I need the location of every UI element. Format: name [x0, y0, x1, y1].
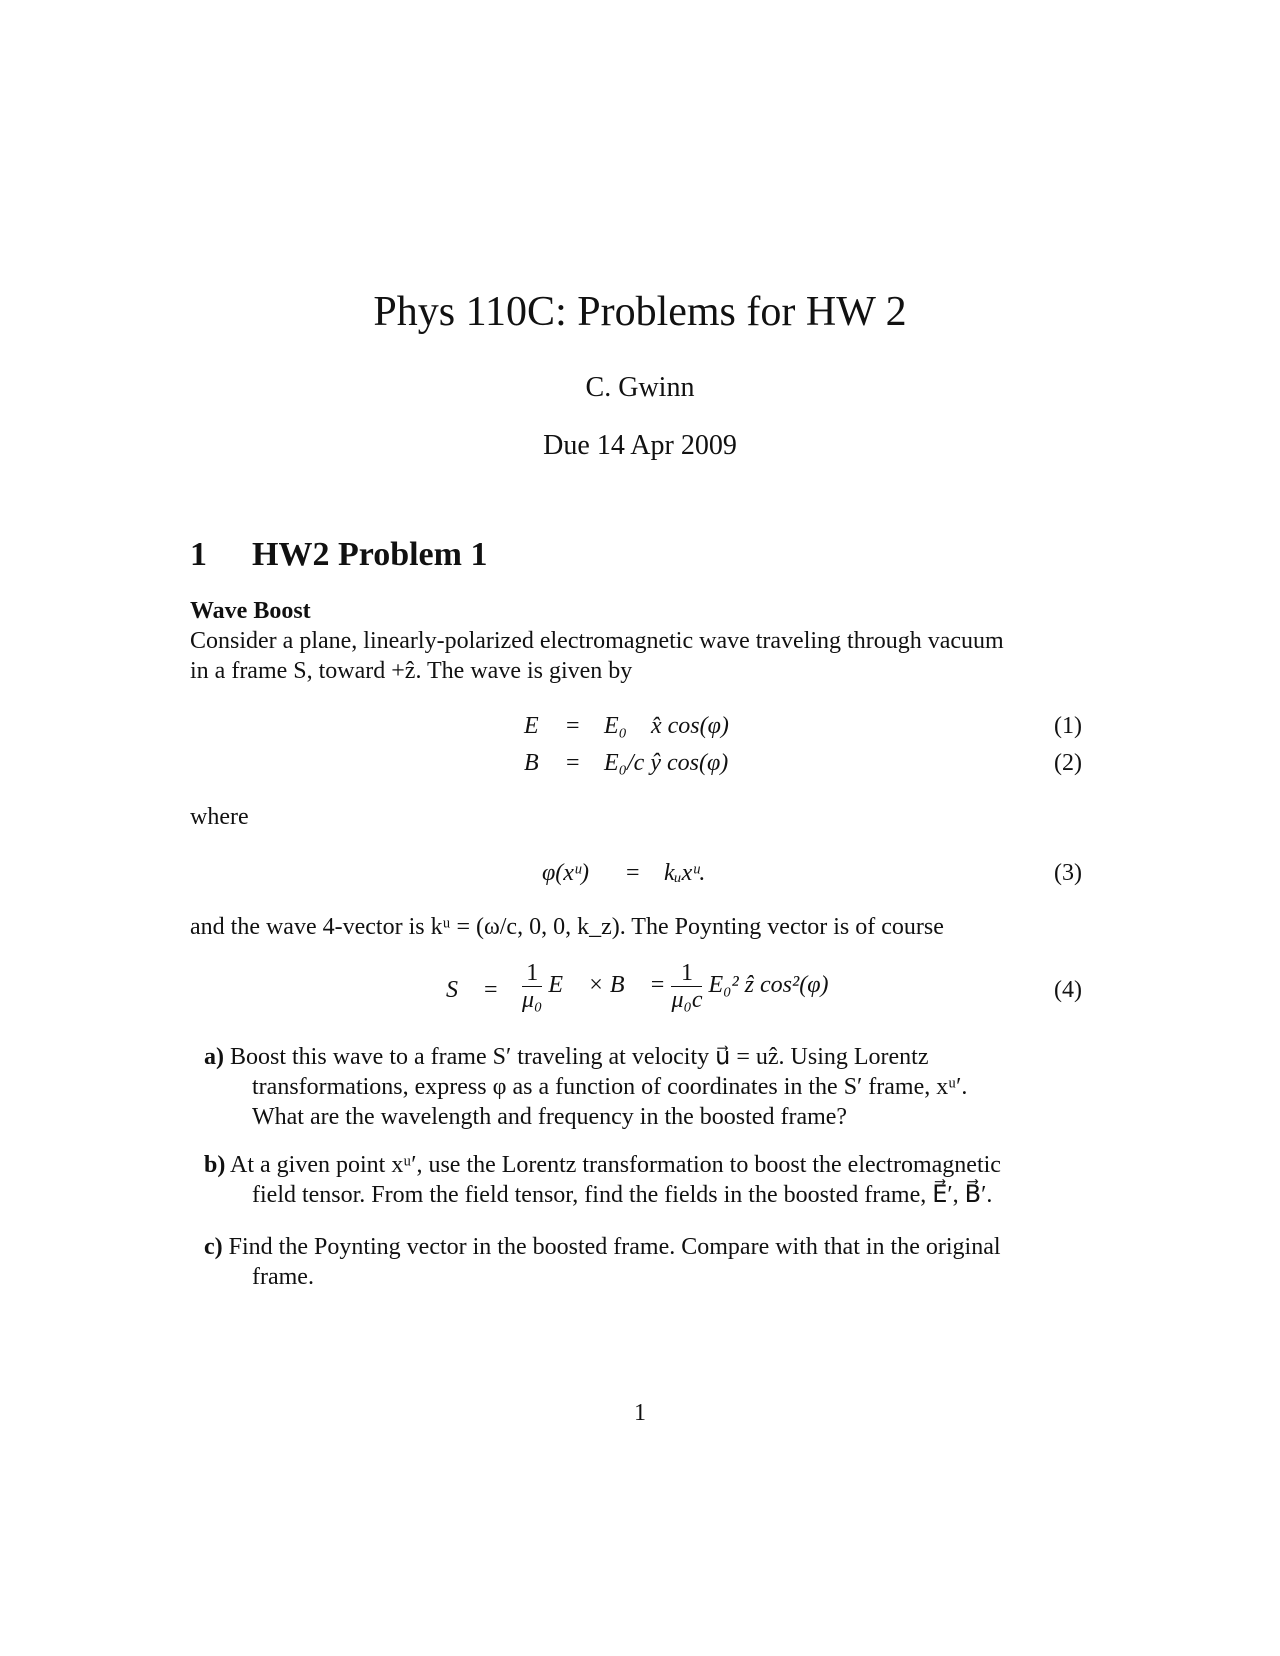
eq1-rhs: E₀ x̂ cos(φ) [604, 713, 729, 739]
eq4-rhs [522, 960, 828, 1013]
author: C. Gwinn [585, 372, 695, 403]
eq4-frac-1-numerator: 1 [522, 960, 542, 987]
eq3-rel: = [626, 860, 640, 886]
eq3-lhs: φ(xᵘ) [542, 860, 589, 886]
intro-line-2: in a frame S, toward +ẑ. The wave is given by [190, 658, 633, 684]
eq4-cross-product: E⃗ × B⃗ = [548, 972, 666, 999]
eq4-rel: = [484, 977, 498, 1003]
intro-line-1: Consider a plane, linearly-polarized electromagnetic wave traveling through vacuum [190, 628, 1004, 654]
eq4-number: (4) [1054, 977, 1082, 1003]
problem-part-a [204, 1042, 1084, 1132]
part-a-text-1: Boost this wave to a frame S′ traveling at velocity u⃗ = uẑ. Using Lorentz [230, 1044, 929, 1070]
problem-part-b [204, 1150, 1084, 1210]
eq3-rhs: kᵤxᵘ. [664, 860, 706, 886]
eq3-number: (3) [1054, 860, 1082, 886]
eq1-lhs: E⃗ [524, 713, 558, 739]
part-b-line-2: field tensor. From the field tensor, find the fields in the boosted frame, E⃗′, B⃗′. [252, 1182, 993, 1208]
eq4-frac-1 [522, 960, 542, 1013]
eq4-frac-2-numerator: 1 [671, 960, 702, 987]
part-a-line-3: What are the wavelength and frequency in the boosted frame? [252, 1104, 848, 1130]
document-title: Phys 110C: Problems for HW 2 [373, 289, 907, 335]
problem-part-c [204, 1232, 1084, 1292]
eq2-number: (2) [1054, 750, 1082, 776]
part-b-line-1 [204, 1150, 1084, 1180]
part-c-line-1 [204, 1232, 1084, 1262]
section-title: HW2 Problem 1 [252, 536, 488, 573]
part-b-label: b) [204, 1152, 226, 1178]
part-b-text-1: At a given point xᵘ′, use the Lorentz transformation to boost the electromagnetic [230, 1152, 1001, 1178]
part-a-line-2: transformations, express φ as a function of coordinates in the S′ frame, xᵘ′. [252, 1074, 968, 1100]
eq4-frac-1-denominator: μ₀ [522, 987, 543, 1013]
subsection-title: Wave Boost [190, 598, 311, 624]
eq4-frac-2 [671, 960, 702, 1013]
eq2-rhs: E₀/c ŷ cos(φ) [604, 750, 729, 776]
eq4-lhs: S⃗ [446, 977, 477, 1003]
part-c-label: c) [204, 1234, 223, 1260]
eq4-tail: E₀² ẑ cos²(φ) [708, 972, 829, 999]
eq1-number: (1) [1054, 713, 1082, 739]
part-c-text-1: Find the Poynting vector in the boosted frame. Compare with that in the original [228, 1234, 1001, 1260]
section-number: 1 [190, 536, 207, 573]
part-a-line-1 [204, 1042, 1084, 1072]
eq4-frac-2-denominator: μ₀c [671, 987, 703, 1013]
due-date: Due 14 Apr 2009 [543, 430, 737, 461]
part-c-line-2: frame. [252, 1264, 314, 1290]
four-vector-text: and the wave 4-vector is kᵘ = (ω/c, 0, 0, k_z). The Poynting vector is of course [190, 914, 944, 940]
eq2-lhs: B⃗ [524, 750, 558, 776]
page-number: 1 [634, 1400, 646, 1426]
eq2-rel: = [566, 750, 580, 776]
where-text: where [190, 804, 249, 830]
part-a-label: a) [204, 1044, 224, 1070]
eq1-rel: = [566, 713, 580, 739]
